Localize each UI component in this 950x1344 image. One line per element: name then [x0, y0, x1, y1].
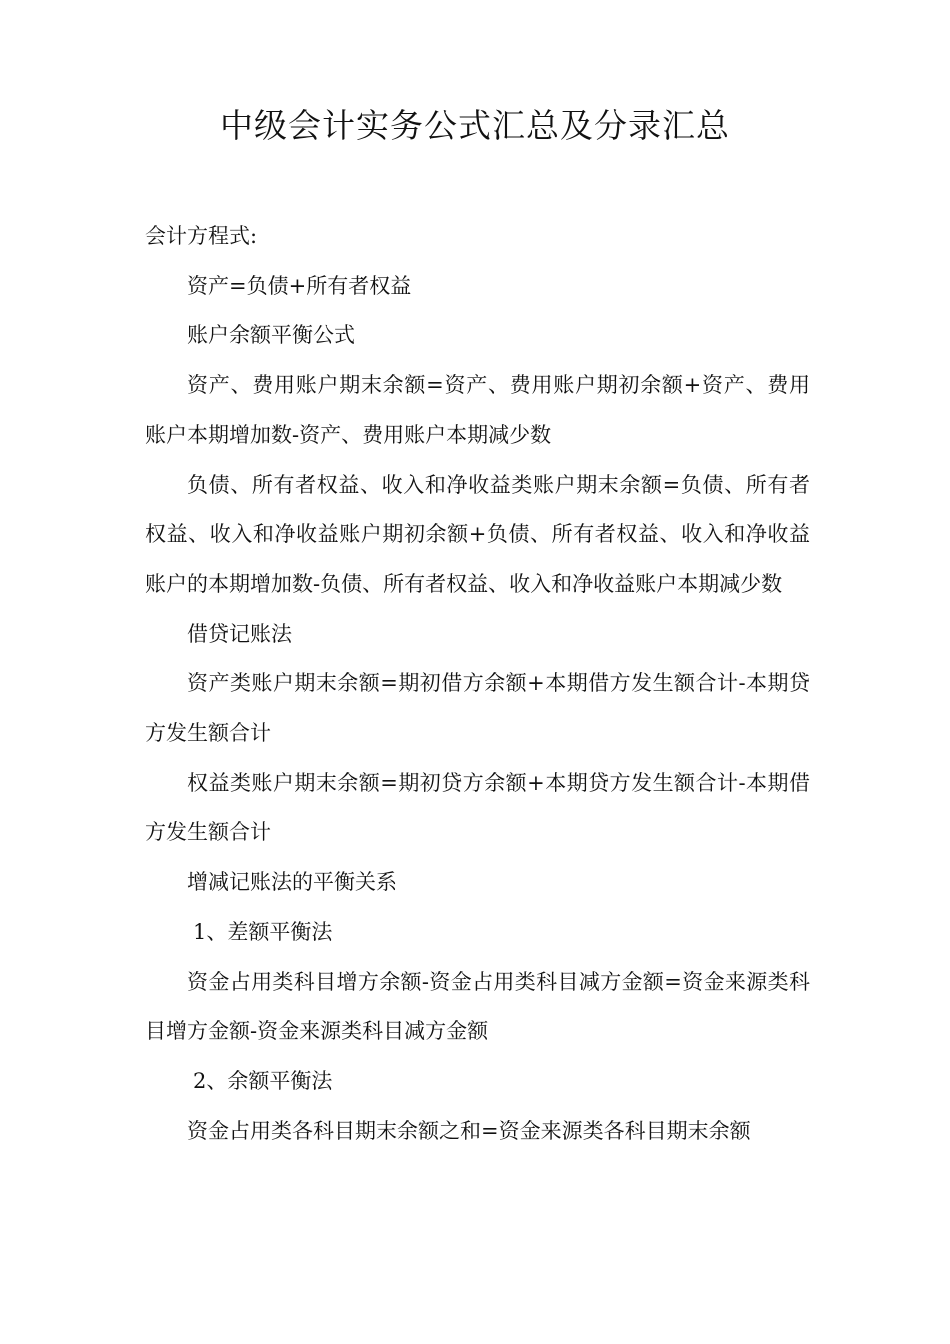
document-body [145, 212, 810, 1156]
document-title: 中级会计实务公式汇总及分录汇总 [220, 106, 730, 145]
paragraph-difference-method: 资金占用类科目增方余额-资金占用类科目减方金额=资金来源类科目增方金额-资金来源类科目减方金额 [145, 969, 810, 1044]
paragraph-equity-account-balance: 权益类账户期末余额=期初贷方余额+本期贷方发生额合计-本期借方发生额合计 [145, 770, 810, 845]
paragraph-accounting-equation-heading: 会计方程式: [145, 224, 258, 248]
paragraph-balance-method-heading: 2、余额平衡法 [193, 1068, 333, 1093]
paragraph-asset-expense-balance: 资产、费用账户期末余额=资产、费用账户期初余额+资产、费用账户本期增加数-资产、费用账户本期减少数 [145, 373, 810, 447]
paragraph-debit-credit-heading: 借贷记账法 [187, 621, 292, 646]
paragraph-basic-equation: 资产=负债+所有者权益 [187, 273, 412, 298]
paragraph-asset-account-balance: 资产类账户期末余额=期初借方余额+本期借方发生额合计-本期贷方发生额合计 [145, 671, 810, 746]
paragraph-increase-decrease-heading: 增减记账法的平衡关系 [187, 870, 397, 895]
paragraph-liability-equity-balance: 负债、所有者权益、收入和净收益类账户期末余额=负债、所有者权益、收入和净收益账户期初余额+负债、所有者权益、收入和净收益账户的本期增加数-负债、所有者权益、收入和净收益账户本期减少数 [145, 472, 810, 596]
paragraph-difference-method-heading: 1、差额平衡法 [193, 919, 333, 944]
paragraph-balance-formula-heading: 账户余额平衡公式 [187, 323, 355, 348]
paragraph-balance-method: 资金占用类各科目期末余额之和=资金来源类各科目期末余额 [187, 1118, 751, 1143]
